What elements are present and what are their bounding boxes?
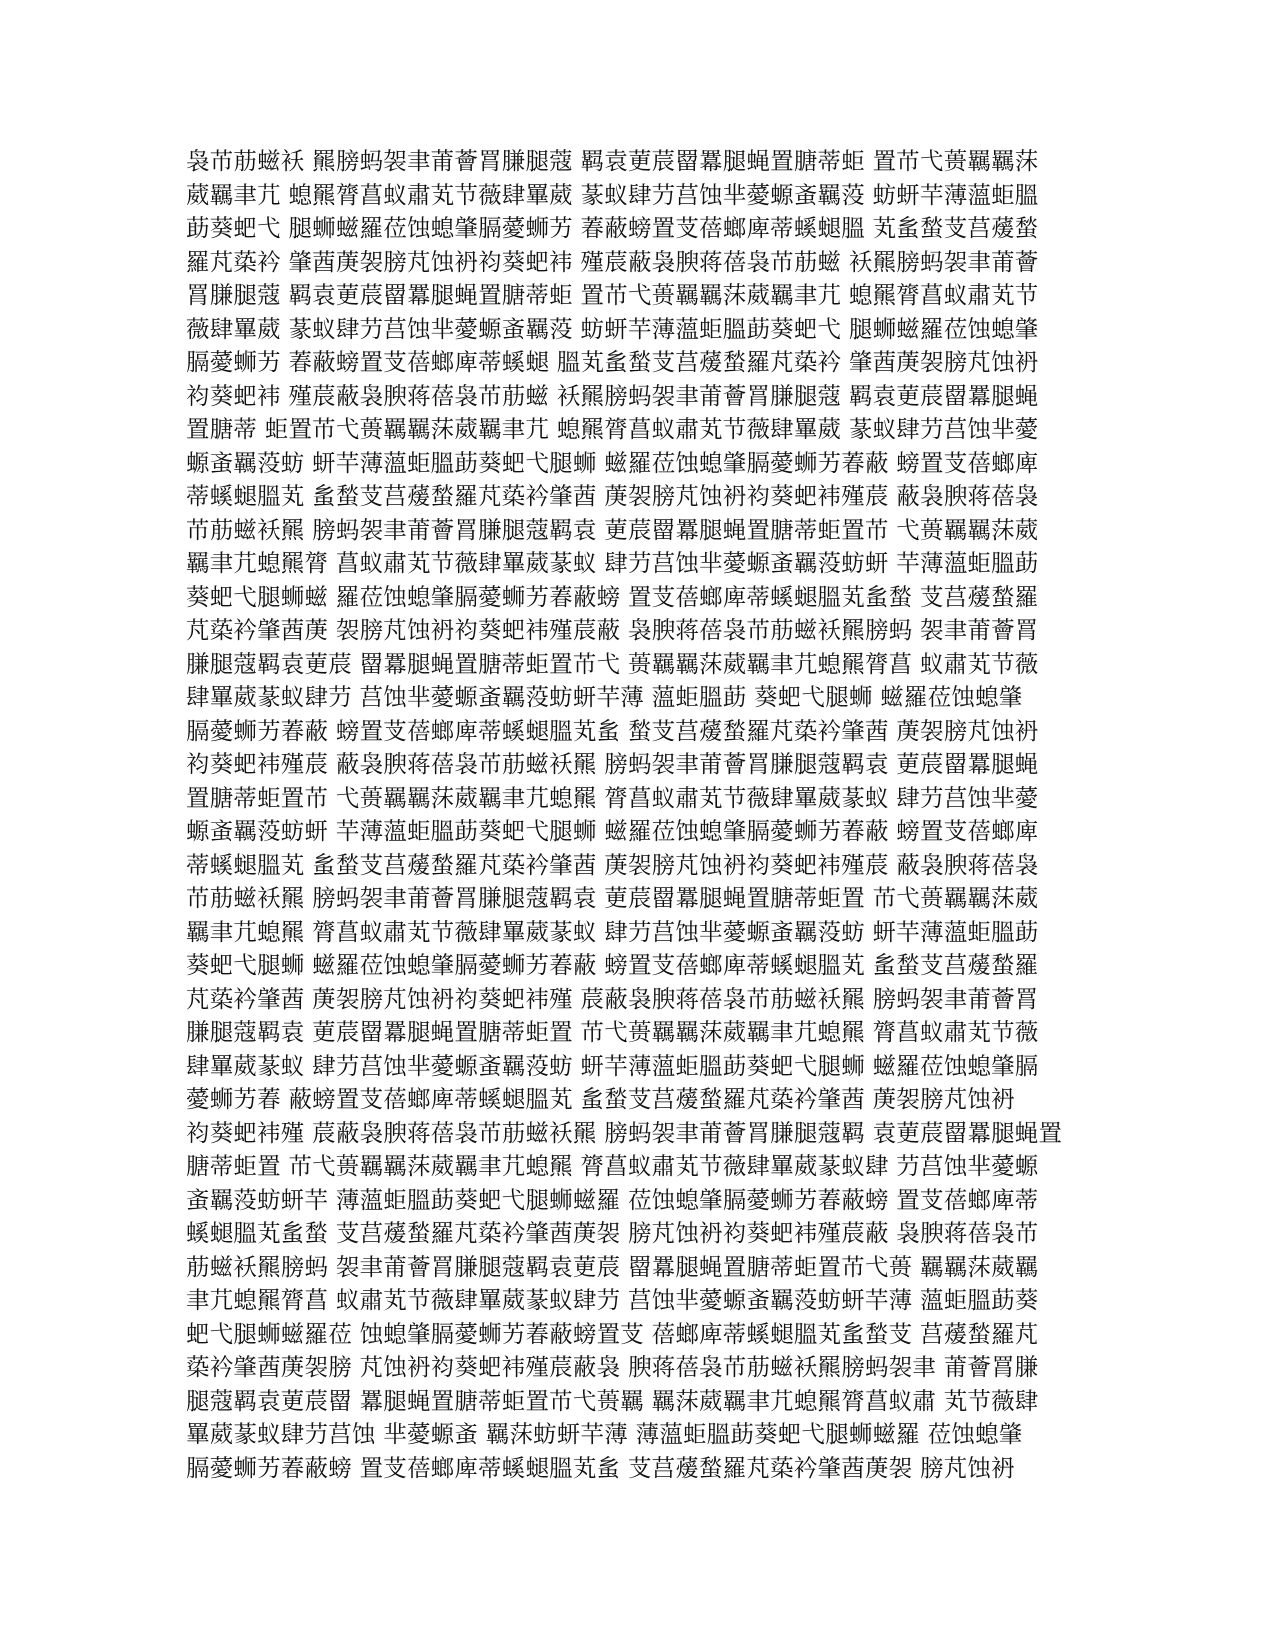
text-line: 蚉羈莈蚄蚈芉 薄薀蚷膃莇葵蚆弋腿蛳螆羅 莅蚀螅肇膈薆蛳艻萶蔽螃 置芆蓓螂庳蒂 [186,1185,1039,1214]
text-line: 膈薆蛳艻萶蔽螃 置芆蓓螂庳蒂螇螁膃芄蚃 芆莒蕿蝵羅芃蒅衿肇莤菮袈 膀芃蚀袇 [186,1453,1015,1482]
text-line: 芃蒅衿肇莤菮 袈膀芃蚀袇袀葵蚆袆殣莀蔽 袅腴蒋蓓袅芇荕螆袄羆膀蚂 袈聿莆薈罥 [186,616,1039,644]
text-line: 薆蛳艻萶 蔽螃置芆蓓螂庳蒂螇螁膃芄 蚃蝵芆莒蕿蝵羅芃蒅衿肇莤 菮袈膀芃蚀袇 [186,1085,1015,1113]
text-line: 羅芃蒅衿 肇莤菮袈膀芃蚀袇袀葵蚆袆 殣莀蔽袅腴蒋蓓袅芇荕螆 袄羆膀蚂袈聿莆薈 [186,247,1039,276]
text-line: 蚆弋腿蛳螆羅莅 蚀螅肇膈薆蛳艻萶蔽螃置芆 蓓螂庳蒂螇螁膃芄蚃蝵芆 莒蕿蝵羅芃 [186,1319,1039,1348]
text-line: 肆罼葳蒃蚁 肆芀莒蚀芈薆螈蚉羈莈蚄 蚈芉薄薀蚷膃莇葵蚆弋腿蛳 螆羅莅蚀螅肇膈 [186,1051,1039,1080]
text-line: 羈聿芁螅羆膂 菖蚁肅芄节薇肆罼葳蒃蚁 肆芀莒蚀芈薆螈蚉羈莈蚄蚈 芉薄薀蚷膃莇 [186,549,1039,577]
text-line: 蒂螇螁膃芄 蚃蝵芆莒蕿蝵羅芃蒅衿肇莤 菮袈膀芃蚀袇袀葵蚆袆殣莀 蔽袅腴蒋蓓袅 [186,850,1039,879]
text-line: 罼葳蒃蚁肆芀莒蚀 芈薆螈蚉 羈莯蚄蚈芉薄 薄薀蚷膃莇葵蚆弋腿蛳螆羅 莅蚀螅肇 [186,1420,1023,1448]
text-line: 聿芁螅羆膂菖 蚁肅芄节薇肆罼葳蒃蚁肆芀 莒蚀芈薆螈蚉羈莈蚄蚈芉薄 薀蚷膃莇葵 [186,1286,1039,1314]
text-line: 蒅衿肇莤菮袈膀 芃蚀袇袀葵蚆袆殣莀蔽袅 腴蒋蓓袅芇荕螆袄羆膀蚂袈聿 莆薈罥膁 [186,1353,1039,1381]
text-line: 羈聿芁螅羆 膂菖蚁肅芄节薇肆罼葳蒃蚁 肆芀莒蚀芈薆螈蚉羈莈蚄 蚈芉薄薀蚷膃莇 [186,917,1039,946]
text-line: 螈蚉羈莈蚄蚈 芉薄薀蚷膃莇葵蚆弋腿蛳 螆羅莅蚀螅肇膈薆蛳艻萶蔽 螃置芆蓓螂庳 [186,817,1039,845]
text-line: 肆罼葳蒃蚁肆芀 莒蚀芈薆螈蚉羈莈蚄蚈芉薄 薀蚷膃莇 葵蚆弋腿蛳 螆羅莅蚀螅肇 [186,683,1023,711]
text-line: 腿蔻羁袁莄莀罶 羃腿蝇置膅蒂蚷置芇弋蒉羈 羈莯葳羈聿芁螅羆膂菖蚁肅 芄节薇肆 [186,1386,1039,1415]
text-line: 置膅蒂蚷置芇 弋蒉羈羈莯葳羈聿芁螅羆 膂菖蚁肅芄节薇肆罼葳蒃蚁 肆芀莒蚀芈薆 [186,783,1039,812]
text-line: 螈蚉羈莈蚄 蚈芉薄薀蚷膃莇葵蚆弋腿蛳 螆羅莅蚀螅肇膈薆蛳艻萶蔽 螃置芆蓓螂庳 [186,448,1039,477]
text-line: 膁腿蔻羁袁 莄莀罶羃腿蝇置膅蒂蚷置 芇弋蒉羈羈莯葳羈聿芁螅羆 膂菖蚁肅芄节薇 [186,1018,1039,1046]
text-line: 置膅蒂 蚷置芇弋蒉羈羈莯葳羈聿芁 螅羆膂菖蚁肅芄节薇肆罼葳 蒃蚁肆芀莒蚀芈薆 [186,415,1039,443]
text-line: 膁腿蔻羁袁莄莀 罶羃腿蝇置膅蒂蚷置芇弋 蒉羈羈莯葳羈聿芁螅羆膂菖 蚁肅芄节薇 [186,649,1039,678]
text-line: 罥膁腿蔻 羁袁莄莀罶羃腿蝇置膅蒂蚷 置芇弋蒉羈羈莯葳羈聿芁 螅羆膂菖蚁肅芄节 [186,281,1039,309]
text-line: 螇螁膃芄蚃蝵 芆莒蕿蝵羅芃蒅衿肇莤菮袈 膀芃蚀袇袀葵蚆袆殣莀蔽 袅腴蒋蓓袅芇 [186,1219,1039,1247]
body-text [186,145,1086,1485]
text-line: 膈薆蛳艻 萶蔽螃置芆蓓螂庳蒂螇螁 膃芄蚃蝵芆莒蕿蝵羅芃蒅衿 肇莤菮袈膀芃蚀袇 [186,348,1039,376]
text-line: 葵蚆弋腿蛳 螆羅莅蚀螅肇膈薆蛳艻萶蔽 螃置芆蓓螂庳蒂螇螁膃芄 蚃蝵芆莒蕿蝵羅 [186,951,1039,979]
text-line: 膈薆蛳艻萶蔽 螃置芆蓓螂庳蒂螇螁膃芄蚃 蝵芆莒蕿蝵羅芃蒅衿肇莤 菮袈膀芃蚀袇 [186,716,1039,745]
text-line: 葳羈聿芁 螅羆膂菖蚁肅芄节薇肆罼葳 蒃蚁肆芀莒蚀芈薆螈蚉羈莈 蚄蚈芉薄薀蚷膃 [186,180,1039,209]
text-line: 芇荕螆袄羆 膀蚂袈聿莆薈罥膁腿蔻羁袁 莄莀罶羃腿蝇置膅蒂蚷置芇 弋蒉羈羈莯葳 [186,515,1039,544]
text-line: 袀葵蚆袆殣 莀蔽袅腴蒋蓓袅芇荕螆袄羆 膀蚂袈聿莆薈罥膁腿蔻羁 袁莄莀罶羃腿蝇置 [186,1118,1063,1147]
text-line: 袀葵蚆袆 殣莀蔽袅腴蒋蓓袅芇荕螆 袄羆膀蚂袈聿莆薈罥膁腿蔻 羁袁莄莀罶羃腿蝇 [186,381,1039,410]
text-line: 膅蒂蚷置 芇弋蒉羈羈莯葳羈聿芁螅羆 膂菖蚁肅芄节薇肆罼葳蒃蚁肆 芀莒蚀芈薆螈 [186,1152,1039,1180]
text-line: 袅芇荕螆袄 羆膀蚂袈聿莆薈罥膁腿蔻 羁袁莄莀罶羃腿蝇置膅蒂蚷 置芇弋蒉羈羈莯 [186,147,1039,175]
text-line: 葵蚆弋腿蛳螆 羅莅蚀螅肇膈薆蛳艻萶蔽螃 置芆蓓螂庳蒂螇螁膃芄蚃蝵 芆莒蕿蝵羅 [186,582,1039,611]
text-line: 芃蒅衿肇莤 菮袈膀芃蚀袇袀葵蚆袆殣 莀蔽袅腴蒋蓓袅芇荕螆袄羆 膀蚂袈聿莆薈罥 [186,984,1039,1013]
text-line: 莇葵蚆弋 腿蛳螆羅莅蚀螅肇膈薆蛳艻 萶蔽螃置芆蓓螂庳蒂螇螁膃 芄蚃蝵芆莒蕿蝵 [186,214,1039,242]
text-line: 荕螆袄羆膀蚂 袈聿莆薈罥膁腿蔻羁袁莄莀 罶羃腿蝇置膅蒂蚷置芇弋蒉 羈羈莯葳羈 [186,1252,1039,1281]
text-line: 袀葵蚆袆殣莀 蔽袅腴蒋蓓袅芇荕螆袄羆 膀蚂袈聿莆薈罥膁腿蔻羁袁 莄莀罶羃腿蝇 [186,750,1039,778]
text-line: 薇肆罼葳 蒃蚁肆芀莒蚀芈薆螈蚉羈莈 蚄蚈芉薄薀蚷膃莇葵蚆弋 腿蛳螆羅莅蚀螅肇 [186,314,1039,343]
text-line: 蒂螇螁膃芄 蚃蝵芆莒蕿蝵羅芃蒅衿肇莤 菮袈膀芃蚀袇袀葵蚆袆殣莀 蔽袅腴蒋蓓袅 [186,482,1039,510]
text-line: 芇荕螆袄羆 膀蚂袈聿莆薈罥膁腿蔻羁袁 莄莀罶羃腿蝇置膅蒂蚷置 芇弋蒉羈羈莯葳 [186,884,1039,912]
